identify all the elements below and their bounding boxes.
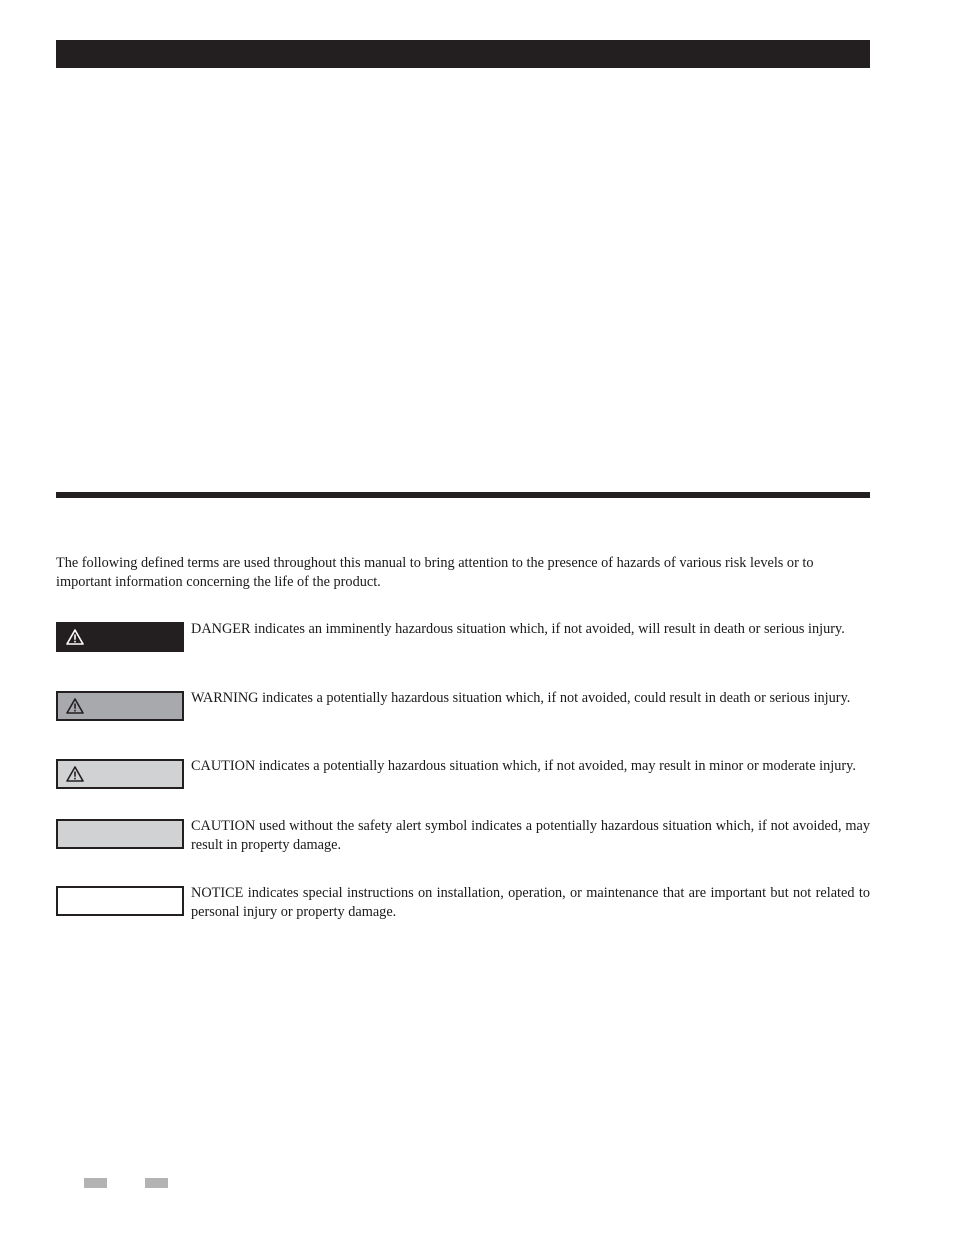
warning-triangle-icon (66, 698, 84, 714)
intro-paragraph: The following defined terms are used throughout this manual to bring attention to the presence of hazards of various risk levels or to important information concerning the life of the product. (56, 555, 814, 590)
caution-plain-label (56, 819, 184, 849)
warning-triangle-icon (66, 766, 84, 782)
warning-triangle-icon (66, 629, 84, 645)
footer-tab-left (84, 1178, 107, 1188)
caution-plain-description: CAUTION used without the safety alert symbol indicates a potentially hazardous situation which, if not avoided, may result in property damage. (191, 818, 870, 853)
header-bar (56, 40, 870, 68)
caution-description: CAUTION indicates a potentially hazardous situation which, if not avoided, may result in minor or moderate injury. (191, 758, 856, 774)
warning-description: WARNING indicates a potentially hazardous situation which, if not avoided, could result in death or serious injury. (191, 690, 851, 706)
warning-label (56, 691, 184, 721)
caution-label (56, 759, 184, 789)
footer-tab-right (145, 1178, 168, 1188)
danger-description: DANGER indicates an imminently hazardous situation which, if not avoided, will result in death or serious injury. (191, 621, 845, 637)
notice-description: NOTICE indicates special instructions on installation, operation, or maintenance that are important but not related to personal injury or property damage. (191, 885, 870, 920)
notice-label (56, 886, 184, 916)
danger-label (56, 622, 184, 652)
section-divider (56, 492, 870, 498)
